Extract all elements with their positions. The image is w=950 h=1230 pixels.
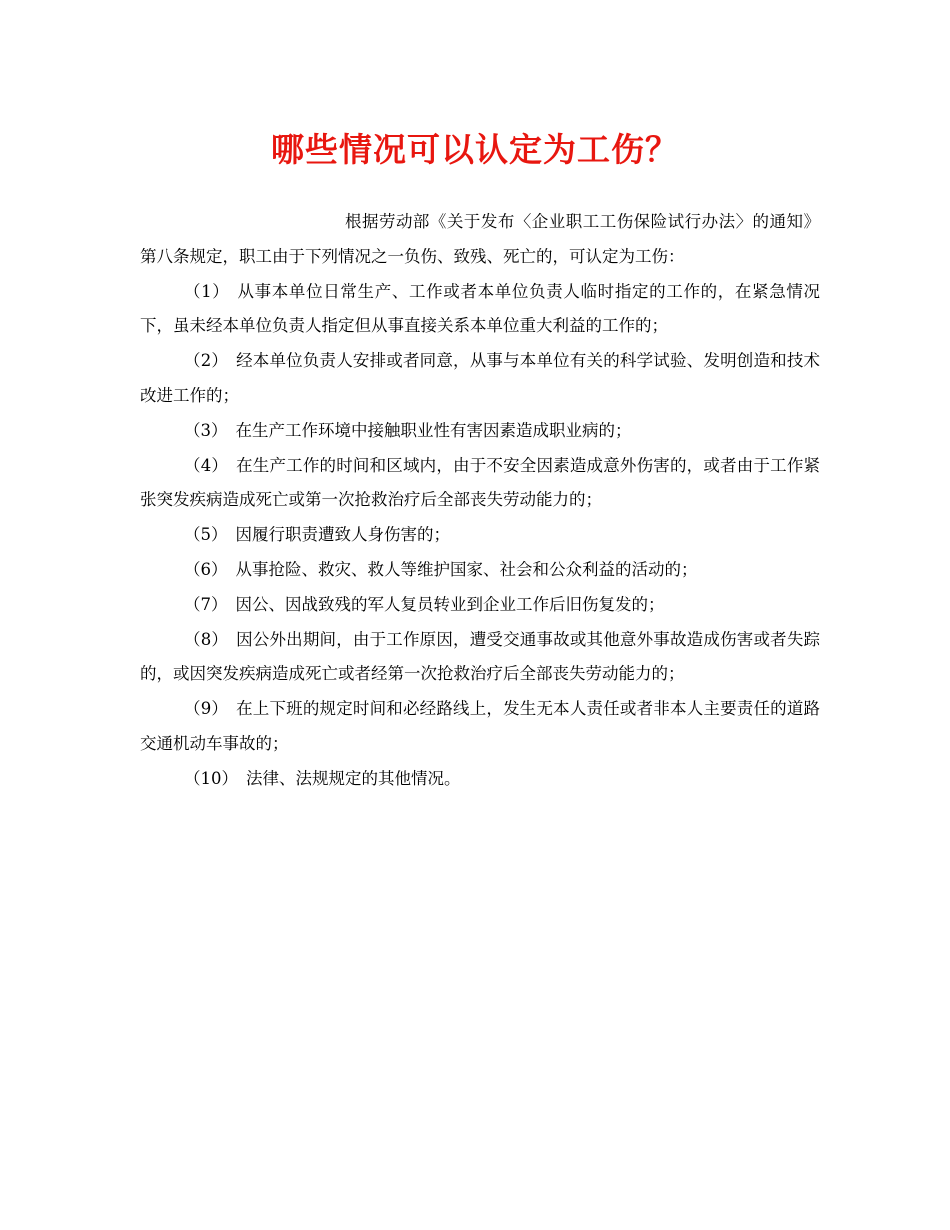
document-title: 哪些情况可以认定为工伤？: [271, 130, 679, 169]
item-number: （8）: [184, 629, 229, 649]
list-item: [140, 692, 820, 762]
item-number: （3）: [184, 420, 228, 440]
item-number: （10）: [184, 768, 238, 788]
list-item: [140, 449, 820, 519]
item-text: 经本单位负责人安排或者同意，从事与本单位有关的科学试验、发明创造和技术改进工作的；: [140, 351, 821, 405]
item-number: （6）: [184, 559, 228, 579]
item-text: 因公、因战致残的军人复员转业到企业工作后旧伤复发的；: [235, 594, 665, 614]
item-number: （5）: [184, 525, 228, 545]
document-body: [140, 205, 820, 797]
item-text: 在上下班的规定时间和必经路线上，发生无本人责任或者非本人主要责任的道路交通机动车事故的；: [140, 699, 821, 753]
list-item: [140, 623, 820, 693]
list-item: [140, 344, 820, 414]
list-item: [140, 762, 820, 797]
item-number: （7）: [184, 594, 228, 614]
item-number: （4）: [184, 455, 229, 475]
item-text: 从事抢险、救灾、救人等维护国家、社会和公众利益的活动的；: [235, 559, 698, 579]
item-text: 因履行职责遭致人身伤害的；: [235, 525, 450, 545]
list-item: [140, 588, 820, 623]
intro-paragraph: 根据劳动部《关于发布〈企业职工工伤保险试行办法〉的通知》第八条规定，职工由于下列情况之一负伤、致残、死亡的，可认定为工伤：: [140, 212, 820, 266]
item-number: （9）: [184, 699, 229, 719]
list-item: [140, 518, 820, 553]
list-item: [140, 553, 820, 588]
item-text: 因公外出期间，由于工作原因，遭受交通事故或其他意外事故造成伤害或者失踪的，或因突发疾病造成死亡或者经第一次抢救治疗后全部丧失劳动能力的；: [140, 629, 821, 684]
item-text: 在生产工作环境中接触职业性有害因素造成职业病的；: [235, 420, 632, 440]
list-item: [140, 275, 820, 345]
item-text: 法律、法规规定的其他情况。: [246, 768, 461, 788]
item-number: （1）: [184, 281, 230, 301]
item-text: 在生产工作的时间和区域内，由于不安全因素造成意外伤害的，或者由于工作紧张突发疾病造成死亡或第一次抢救治疗后全部丧失劳动能力的；: [140, 455, 821, 510]
item-number: （2）: [184, 351, 229, 371]
item-text: 从事本单位日常生产、工作或者本单位负责人临时指定的工作的，在紧急情况下，虽未经本单位负责人指定但从事直接关系本单位重大利益的工作的；: [140, 281, 821, 336]
list-item: [140, 414, 820, 449]
